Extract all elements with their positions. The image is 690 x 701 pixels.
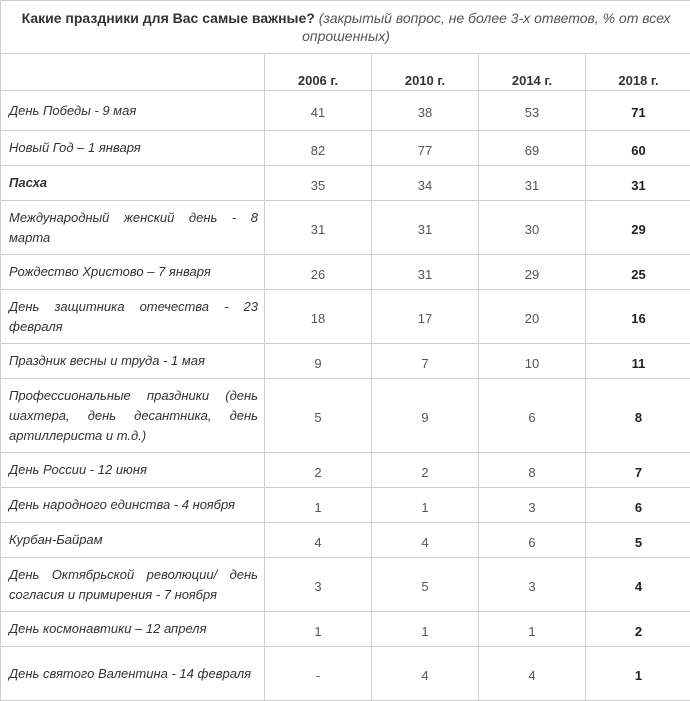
- value-2014: 6: [479, 379, 586, 453]
- question-row: [1, 1, 690, 54]
- table-row: [1, 612, 690, 647]
- value-2014: 6: [479, 523, 586, 558]
- holiday-label: Профессиональные праздники (день шахтера, день десантника, день артиллериста и т.д.): [1, 379, 265, 453]
- value-2006: 3: [265, 558, 372, 612]
- table-row: [1, 131, 690, 166]
- value-2010: 31: [372, 201, 479, 255]
- value-2006: 31: [265, 201, 372, 255]
- value-2006: -: [265, 647, 372, 701]
- value-2010: 31: [372, 255, 479, 290]
- holiday-label: Новый Год – 1 января: [1, 131, 265, 166]
- table-row: [1, 290, 690, 344]
- value-2006: 82: [265, 131, 372, 166]
- holiday-label: День Октябрьской революции/ день согласия и примирения - 7 ноября: [1, 558, 265, 612]
- holiday-label: День святого Валентина - 14 февраля: [1, 647, 265, 701]
- value-2014: 4: [479, 647, 586, 701]
- value-2006: 2: [265, 453, 372, 488]
- value-2006: 41: [265, 91, 372, 131]
- value-2006: 1: [265, 612, 372, 647]
- value-2010: 4: [372, 647, 479, 701]
- holiday-label: Рождество Христово – 7 января: [1, 255, 265, 290]
- holiday-label: Международный женский день - 8 марта: [1, 201, 265, 255]
- value-2014: 1: [479, 612, 586, 647]
- value-2018: 25: [586, 255, 690, 290]
- value-2018: 5: [586, 523, 690, 558]
- value-2018: 16: [586, 290, 690, 344]
- value-2006: 4: [265, 523, 372, 558]
- header-2006: 2006 г.: [265, 54, 372, 91]
- table-row: [1, 379, 690, 453]
- value-2014: 30: [479, 201, 586, 255]
- value-2010: 2: [372, 453, 479, 488]
- holiday-label: День Победы - 9 мая: [1, 91, 265, 131]
- value-2018: 11: [586, 344, 690, 379]
- question-title: Какие праздники для Вас самые важные?: [22, 10, 315, 26]
- value-2018: 2: [586, 612, 690, 647]
- question-note: (закрытый вопрос, не более 3-х ответов, % от всех опрошенных): [302, 10, 670, 44]
- table-row: [1, 558, 690, 612]
- table-row: [1, 488, 690, 523]
- table-row: [1, 344, 690, 379]
- value-2010: 7: [372, 344, 479, 379]
- value-2006: 9: [265, 344, 372, 379]
- holiday-label: День народного единства - 4 ноября: [1, 488, 265, 523]
- header-2010: 2010 г.: [372, 54, 479, 91]
- value-2006: 1: [265, 488, 372, 523]
- table-row: [1, 201, 690, 255]
- table-row: [1, 166, 690, 201]
- value-2018: 7: [586, 453, 690, 488]
- value-2010: 1: [372, 488, 479, 523]
- holiday-label: День России - 12 июня: [1, 453, 265, 488]
- value-2010: 34: [372, 166, 479, 201]
- holiday-label: День защитника отечества - 23 февраля: [1, 290, 265, 344]
- value-2010: 38: [372, 91, 479, 131]
- value-2014: 31: [479, 166, 586, 201]
- table-row: [1, 91, 690, 131]
- value-2018: 29: [586, 201, 690, 255]
- value-2018: 4: [586, 558, 690, 612]
- value-2010: 77: [372, 131, 479, 166]
- header-2014: 2014 г.: [479, 54, 586, 91]
- value-2018: 71: [586, 91, 690, 131]
- header-2018: 2018 г.: [586, 54, 690, 91]
- value-2018: 8: [586, 379, 690, 453]
- table-row: [1, 453, 690, 488]
- holiday-label: Курбан-Байрам: [1, 523, 265, 558]
- holiday-label: Праздник весны и труда - 1 мая: [1, 344, 265, 379]
- value-2010: 4: [372, 523, 479, 558]
- holiday-label: День космонавтики – 12 апреля: [1, 612, 265, 647]
- header-empty: [1, 54, 265, 91]
- value-2010: 9: [372, 379, 479, 453]
- value-2014: 8: [479, 453, 586, 488]
- question-cell: [1, 1, 690, 54]
- value-2014: 20: [479, 290, 586, 344]
- value-2014: 69: [479, 131, 586, 166]
- table-row: [1, 255, 690, 290]
- value-2014: 53: [479, 91, 586, 131]
- value-2010: 17: [372, 290, 479, 344]
- holiday-label: Пасха: [1, 166, 265, 201]
- value-2018: 31: [586, 166, 690, 201]
- value-2006: 18: [265, 290, 372, 344]
- value-2014: 3: [479, 558, 586, 612]
- value-2006: 35: [265, 166, 372, 201]
- value-2006: 5: [265, 379, 372, 453]
- year-header-row: [1, 54, 690, 91]
- value-2014: 29: [479, 255, 586, 290]
- value-2010: 5: [372, 558, 479, 612]
- table-row: [1, 523, 690, 558]
- value-2006: 26: [265, 255, 372, 290]
- value-2014: 3: [479, 488, 586, 523]
- value-2010: 1: [372, 612, 479, 647]
- table-row: [1, 647, 690, 701]
- value-2018: 60: [586, 131, 690, 166]
- value-2018: 1: [586, 647, 690, 701]
- value-2018: 6: [586, 488, 690, 523]
- value-2014: 10: [479, 344, 586, 379]
